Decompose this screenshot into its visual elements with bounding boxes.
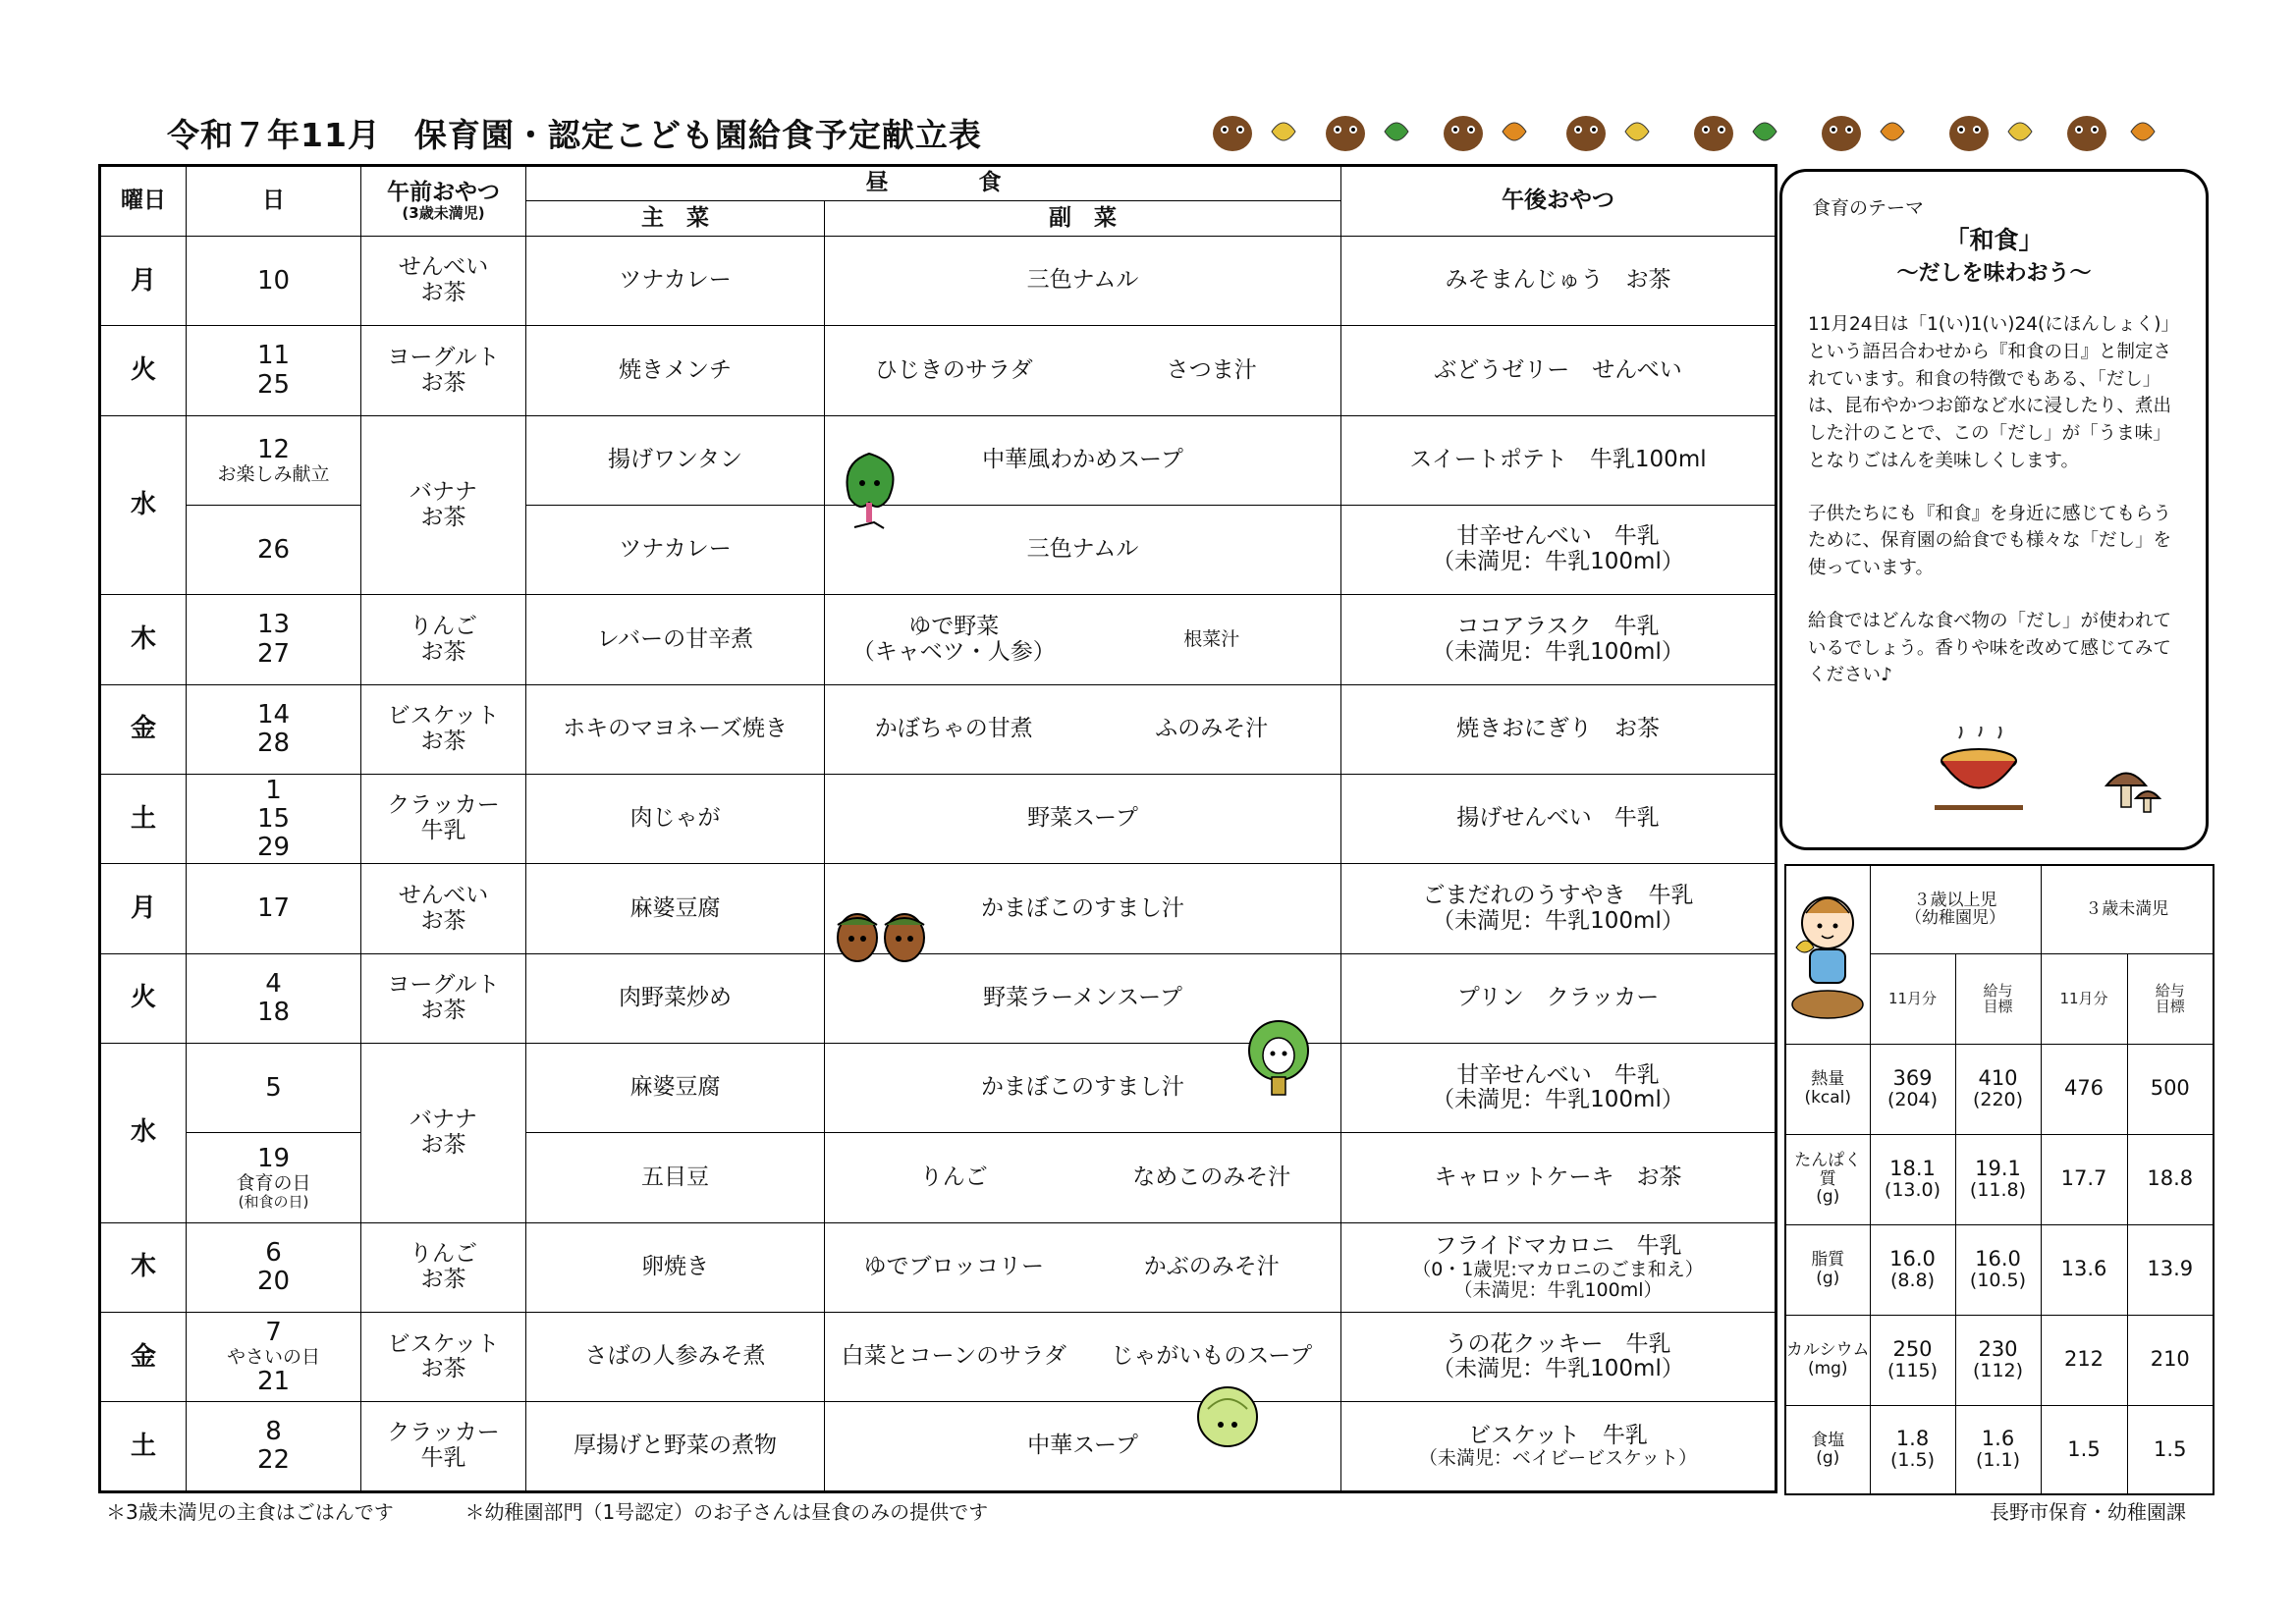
- col-target-line: 目標: [2155, 998, 2185, 1015]
- weekday-cell: 木: [100, 1222, 187, 1312]
- side-dish-cell: [825, 595, 1341, 684]
- value-cell: [1955, 1044, 2041, 1134]
- table-row: [100, 684, 1777, 774]
- day-line: 27: [256, 638, 291, 669]
- header-main-dish: 主 菜: [526, 201, 825, 237]
- day-cell: [187, 1402, 361, 1492]
- day-cell: [187, 595, 361, 684]
- nutrient-name: 熱量: [1811, 1069, 1845, 1090]
- value-cell: [1870, 1224, 1955, 1315]
- am-snack-drink: 牛乳: [420, 1445, 466, 1472]
- weekday-cell: 月: [100, 237, 187, 326]
- am-snack-drink: お茶: [420, 997, 466, 1023]
- day-line: 11: [256, 341, 291, 371]
- header-am-snack-label: 午前おやつ: [387, 179, 500, 205]
- value-cell: [1955, 1134, 2041, 1224]
- table-row: [100, 1402, 1777, 1492]
- side-dish-right: なめこのみそ汁: [1132, 1163, 1291, 1190]
- am-snack-item: クラッカー: [387, 792, 500, 819]
- pm-snack-cell: [1341, 864, 1777, 953]
- theme-paragraph: 給食ではどんな食べ物の「だし」が使われているでしょう。香りや味を改めて感じてみてください♪: [1808, 610, 2172, 686]
- header-side-dish: 副 菜: [825, 201, 1341, 237]
- day-line: 8: [265, 1417, 282, 1447]
- soup-bowl-icon: [1930, 727, 2028, 825]
- theme-paragraph: 11月24日は「1(い)1(い)24(にほんしょく)」という語呂合わせから『和食の日』と制定されています。和食の特徴でもある、「だし」は、昆布やかつお節など水に浸したり、煮出した汁のことで、この「だし」が「うま味」となりごはんを美味しくします。: [1808, 314, 2179, 471]
- side-dish-cell: [825, 1222, 1341, 1312]
- nutrient-name: 食塩: [1811, 1430, 1845, 1450]
- day-cell: [187, 1133, 361, 1222]
- table-row: [100, 775, 1777, 864]
- leaf-icon: [1385, 123, 1408, 140]
- leaf-icon: [1881, 123, 1904, 140]
- side-dish-cell: [825, 1133, 1341, 1222]
- table-row: [100, 506, 1777, 595]
- am-snack-cell: [361, 1313, 526, 1402]
- group-header-under3: ３歳未満児: [2041, 865, 2214, 953]
- theme-body: [1808, 311, 2186, 715]
- nutrient-label: [1785, 1405, 1870, 1494]
- pm-snack-note: （未満児：ベイビービスケット）: [1418, 1447, 1698, 1470]
- weekday-cell: 水: [100, 415, 187, 595]
- main-dish-cell: 麻婆豆腐: [526, 864, 825, 953]
- nutrient-label: [1785, 1315, 1870, 1405]
- nutrient-unit: (kcal): [1804, 1088, 1852, 1108]
- main-dish-cell: ホキのマヨネーズ焼き: [526, 684, 825, 774]
- tanuki-icon: [1694, 116, 1733, 151]
- tanuki-icon: [1822, 116, 1861, 151]
- table-row: [100, 595, 1777, 684]
- am-snack-cell: [361, 1044, 526, 1223]
- nutrient-unit: (g): [1816, 1187, 1840, 1208]
- col-month-under3: 11月分: [2041, 953, 2127, 1044]
- am-snack-drink: お茶: [420, 907, 466, 934]
- am-snack-drink: お茶: [420, 280, 466, 306]
- am-snack-cell: [361, 864, 526, 953]
- table-row: [100, 1133, 1777, 1222]
- pm-snack-cell: [1341, 1222, 1777, 1312]
- weekday-cell: 月: [100, 864, 187, 953]
- header-lunch: 昼 食: [526, 166, 1341, 201]
- day-line: 1: [265, 775, 282, 805]
- am-snack-item: りんご: [410, 613, 477, 639]
- day-line: 28: [256, 728, 291, 758]
- am-snack-drink: お茶: [420, 369, 466, 396]
- pm-snack-item: 甘辛せんべい 牛乳: [1456, 1061, 1660, 1088]
- day-line: 7: [265, 1317, 282, 1347]
- day-line: 18: [256, 997, 291, 1027]
- theme-title: 「和食」: [1944, 226, 2044, 254]
- weekday-cell: 火: [100, 953, 187, 1043]
- side-dish-right: かぶのみそ汁: [1143, 1254, 1280, 1280]
- table-row: [100, 237, 1777, 326]
- food-education-theme-box: [1779, 169, 2209, 850]
- footer-note-staple: ＊3歳未満児の主食はごはんです: [106, 1500, 394, 1524]
- day-line: 20: [256, 1266, 291, 1296]
- main-dish-cell: レバーの甘辛煮: [526, 595, 825, 684]
- side-dish-cell: 中華風わかめスープ: [825, 415, 1341, 505]
- main-dish-cell: さばの人参みそ煮: [526, 1313, 825, 1402]
- main-dish-cell: ツナカレー: [526, 506, 825, 595]
- pm-snack-note: （未満児：牛乳100ml）: [1432, 638, 1684, 665]
- day-line: 6: [265, 1237, 282, 1268]
- tanuki-icon: [2067, 116, 2106, 151]
- table-row: [100, 326, 1777, 415]
- group-header-over3: [1870, 865, 2041, 953]
- am-snack-item: りんご: [410, 1241, 477, 1268]
- am-snack-item: クラッカー: [387, 1420, 500, 1446]
- washoku-day-label: (和食の日): [238, 1193, 309, 1212]
- weekday-cell: 木: [100, 595, 187, 684]
- side-dish-cell: 三色ナムル: [825, 506, 1341, 595]
- main-dish-cell: 肉野菜炒め: [526, 953, 825, 1043]
- pm-snack-item: フライドマカロニ 牛乳: [1434, 1232, 1682, 1259]
- value-main: 16.0: [1889, 1247, 1936, 1271]
- value-cell: 500: [2127, 1044, 2214, 1134]
- menu-table: [98, 164, 1777, 1493]
- col-target-under3: [2127, 953, 2214, 1044]
- value-main: 1.8: [1895, 1427, 1930, 1451]
- side-dish-left: 白菜とコーンのサラダ: [841, 1343, 1066, 1370]
- value-cell: 1.5: [2127, 1405, 2214, 1494]
- am-snack-drink: お茶: [420, 504, 466, 530]
- value-cell: 210: [2127, 1315, 2214, 1405]
- header-pm-snack: 午後おやつ: [1341, 166, 1777, 237]
- value-main: 18.1: [1889, 1157, 1936, 1180]
- day-cell: [187, 953, 361, 1043]
- side-dish-left-line: ゆで野菜: [908, 613, 1000, 639]
- food-education-day-label: 食育の日: [236, 1172, 311, 1195]
- am-snack-drink: お茶: [420, 728, 466, 754]
- header-day: 日: [187, 166, 361, 237]
- value-main: 19.1: [1975, 1157, 2021, 1180]
- table-row: [100, 1313, 1777, 1402]
- pm-snack-cell: プリン クラッカー: [1341, 953, 1777, 1043]
- day-line: 25: [256, 369, 291, 400]
- tanuki-icon: [1444, 116, 1483, 151]
- am-snack-cell: [361, 1402, 526, 1492]
- nutrient-name: 脂質: [1811, 1250, 1845, 1271]
- col-target-line: 目標: [1983, 998, 2013, 1015]
- footer-notes: [106, 1496, 988, 1525]
- value-cell: [1955, 1405, 2041, 1494]
- value-kinder: (220): [1972, 1089, 2024, 1111]
- day-line: 4: [265, 968, 282, 999]
- side-dish-left-line: （キャベツ・人参）: [851, 638, 1056, 665]
- value-kinder: (13.0): [1884, 1179, 1941, 1202]
- am-snack-item: ビスケット: [387, 1330, 500, 1357]
- day-cell: 5: [187, 1044, 361, 1133]
- am-snack-item: せんべい: [398, 882, 489, 908]
- am-snack-drink: お茶: [420, 1266, 466, 1292]
- value-kinder: (204): [1886, 1089, 1939, 1111]
- am-snack-drink: 牛乳: [420, 818, 466, 844]
- weekday-cell: 火: [100, 326, 187, 415]
- pm-snack-cell: [1341, 1313, 1777, 1402]
- day-cell: [187, 326, 361, 415]
- tanuki-icon: [1949, 116, 1989, 151]
- value-cell: 13.9: [2127, 1224, 2214, 1315]
- nutrient-unit: (mg): [1807, 1359, 1848, 1379]
- header-am-snack-note: (3歳未満児): [402, 204, 485, 223]
- day-line: 19: [256, 1144, 291, 1174]
- nutrition-row-salt: [1785, 1405, 2214, 1494]
- day-cell: [187, 1313, 361, 1402]
- main-dish-cell: 麻婆豆腐: [526, 1044, 825, 1133]
- pm-snack-cell: [1341, 1402, 1777, 1492]
- value-cell: [1870, 1315, 1955, 1405]
- day-line: 29: [256, 832, 291, 862]
- weekday-cell: 土: [100, 1402, 187, 1492]
- nutrient-name: たんぱく質: [1794, 1150, 1862, 1189]
- am-snack-item: ヨーグルト: [387, 972, 500, 999]
- pm-snack-cell: みそまんじゅう お茶: [1341, 237, 1777, 326]
- side-dish-right: じゃがいものスープ: [1111, 1343, 1313, 1370]
- pm-snack-note: （未満児：牛乳100ml）: [1432, 1087, 1684, 1113]
- leaf-icon: [1625, 123, 1649, 140]
- weekday-cell: 水: [100, 1044, 187, 1223]
- side-dish-left: りんご: [919, 1163, 988, 1190]
- leaf-icon: [1503, 123, 1526, 140]
- value-main: 230: [1978, 1337, 2018, 1361]
- nutrition-row-protein: [1785, 1134, 2214, 1224]
- am-snack-item: ビスケット: [387, 703, 500, 730]
- table-row: [100, 1222, 1777, 1312]
- theme-subtitle: ～だしを味わおう～: [1896, 261, 2092, 286]
- am-snack-cell: [361, 415, 526, 595]
- am-snack-cell: [361, 237, 526, 326]
- am-snack-cell: [361, 326, 526, 415]
- page-title: 令和７年11月 保育園・認定こども園給食予定献立表: [167, 116, 982, 154]
- am-snack-item: バナナ: [410, 1107, 477, 1133]
- tanuki-icon: [1213, 116, 1252, 151]
- side-dish-cell: [825, 326, 1341, 415]
- side-dish-cell: かまぼこのすまし汁: [825, 864, 1341, 953]
- weekday-cell: 金: [100, 1313, 187, 1402]
- am-snack-item: せんべい: [398, 254, 489, 281]
- main-dish-cell: 厚揚げと野菜の煮物: [526, 1402, 825, 1492]
- pm-snack-note: （未満児：牛乳100ml）: [1453, 1278, 1663, 1301]
- am-snack-cell: [361, 953, 526, 1043]
- main-dish-cell: ツナカレー: [526, 237, 825, 326]
- value-main: 250: [1892, 1337, 1933, 1361]
- nutrition-row-fat: [1785, 1224, 2214, 1315]
- value-cell: 476: [2041, 1044, 2127, 1134]
- pm-snack-note: （0・1歳児:マカロニのごま和え）: [1412, 1258, 1704, 1280]
- vegetable-day-label: やさいの日: [226, 1345, 320, 1368]
- baby-illustration-cell: [1785, 865, 1870, 1044]
- side-dish-left: ひじきのサラダ: [874, 356, 1033, 383]
- day-cell: 17: [187, 864, 361, 953]
- header-am-snack: [361, 166, 526, 237]
- side-dish-cell: 野菜ラーメンスープ: [825, 953, 1341, 1043]
- side-dish-cell: 野菜スープ: [825, 775, 1341, 864]
- value-cell: [1955, 1224, 2041, 1315]
- am-snack-cell: [361, 684, 526, 774]
- value-kinder: (10.5): [1969, 1270, 2027, 1292]
- am-snack-drink: お茶: [420, 1356, 466, 1382]
- day-line: 13: [256, 610, 291, 640]
- day-line: 12: [256, 434, 291, 464]
- value-main: 16.0: [1975, 1247, 2021, 1271]
- am-snack-item: バナナ: [410, 478, 477, 505]
- col-target-line: 給与: [1983, 981, 2013, 1000]
- nutrient-unit: (g): [1816, 1448, 1840, 1469]
- nutrient-label: [1785, 1044, 1870, 1134]
- value-cell: 18.8: [2127, 1134, 2214, 1224]
- value-main: 369: [1892, 1066, 1933, 1090]
- main-dish-cell: 卵焼き: [526, 1222, 825, 1312]
- value-cell: [1870, 1405, 1955, 1494]
- nutrition-table: [1784, 864, 2214, 1495]
- value-cell: 212: [2041, 1315, 2127, 1405]
- header-weekday: 曜日: [100, 166, 187, 237]
- pm-snack-note: （未満児：牛乳100ml）: [1432, 549, 1684, 575]
- value-main: 1.6: [1981, 1427, 2015, 1451]
- leaf-icon: [1272, 123, 1295, 140]
- pm-snack-item: 甘辛せんべい 牛乳: [1456, 523, 1660, 550]
- pm-snack-cell: [1341, 506, 1777, 595]
- leaf-icon: [2008, 123, 2032, 140]
- day-cell: [187, 775, 361, 864]
- pm-snack-cell: スイートポテト 牛乳100ml: [1341, 415, 1777, 505]
- am-snack-cell: [361, 775, 526, 864]
- leaf-icon: [2131, 123, 2155, 140]
- value-cell: 13.6: [2041, 1224, 2127, 1315]
- footer-note-kindergarten: ＊幼稚園部門（1号認定）のお子さんは昼食のみの提供です: [465, 1500, 989, 1524]
- nutrition-row-calcium: [1785, 1315, 2214, 1405]
- am-snack-drink: お茶: [420, 1131, 466, 1158]
- am-snack-cell: [361, 595, 526, 684]
- main-dish-cell: 五目豆: [526, 1133, 825, 1222]
- pm-snack-item: ココアラスク 牛乳: [1456, 613, 1660, 639]
- value-kinder: (112): [1972, 1360, 2024, 1382]
- side-dish-right: ふのみそ汁: [1155, 716, 1269, 742]
- nutrient-name: カルシウム: [1786, 1340, 1870, 1361]
- mushroom-icon: [2102, 761, 2165, 820]
- am-snack-cell: [361, 1222, 526, 1312]
- value-cell: 1.5: [2041, 1405, 2127, 1494]
- col-target-over3: [1955, 953, 2041, 1044]
- pm-snack-item: うの花クッキー 牛乳: [1445, 1330, 1671, 1357]
- baby-with-leaves-icon: [1788, 879, 1867, 1026]
- side-dish-cell: 中華スープ: [825, 1402, 1341, 1492]
- group-over3-label: ３歳以上児: [1913, 890, 1997, 910]
- pm-snack-cell: [1341, 1044, 1777, 1133]
- main-dish-cell: 焼きメンチ: [526, 326, 825, 415]
- day-line: 22: [256, 1445, 291, 1476]
- main-dish-cell: 肉じゃが: [526, 775, 825, 864]
- day-line: 15: [256, 803, 291, 834]
- value-cell: 17.7: [2041, 1134, 2127, 1224]
- footer-credit: 長野市保育・幼稚園課: [1990, 1500, 2186, 1524]
- tanuki-icon: [1326, 116, 1365, 151]
- day-line: 21: [256, 1366, 291, 1396]
- pm-snack-cell: キャロットケーキ お茶: [1341, 1133, 1777, 1222]
- side-dish-left: [825, 595, 1083, 683]
- theme-paragraph: 子供たちにも『和食』を身近に感じてもらうために、保育園の給食でも様々な「だし」を使っています。: [1808, 503, 2172, 578]
- side-dish-right: さつま汁: [1166, 356, 1257, 383]
- leaf-icon: [1753, 123, 1777, 140]
- side-dish-left: かぼちゃの甘煮: [874, 716, 1033, 742]
- side-dish-cell: [825, 1313, 1341, 1402]
- day-cell: [187, 1222, 361, 1312]
- nutrient-label: [1785, 1134, 1870, 1224]
- nutrient-label: [1785, 1224, 1870, 1315]
- side-dish-right: 根菜汁: [1183, 627, 1240, 650]
- day-cell: 10: [187, 237, 361, 326]
- value-kinder: (8.8): [1889, 1270, 1936, 1292]
- pm-snack-note: （未満児：牛乳100ml）: [1432, 907, 1684, 934]
- weekday-cell: 土: [100, 775, 187, 864]
- value-kinder: (1.1): [1975, 1449, 2021, 1472]
- value-cell: [1870, 1044, 1955, 1134]
- day-line: 14: [256, 699, 291, 730]
- col-target-line: 給与: [2155, 981, 2185, 1000]
- am-snack-item: ヨーグルト: [387, 344, 500, 370]
- am-snack-drink: お茶: [420, 638, 466, 665]
- pm-snack-item: ビスケット 牛乳: [1468, 1422, 1648, 1448]
- value-cell: [1955, 1315, 2041, 1405]
- value-kinder: (115): [1886, 1360, 1939, 1382]
- weekday-cell: 金: [100, 684, 187, 774]
- nutrient-unit: (g): [1816, 1269, 1840, 1288]
- table-row: [100, 415, 1777, 505]
- pm-snack-cell: ぶどうゼリー せんべい: [1341, 326, 1777, 415]
- day-cell: [187, 684, 361, 774]
- value-cell: [1870, 1134, 1955, 1224]
- special-menu-label: お楽しみ献立: [217, 462, 330, 485]
- main-dish-cell: 揚げワンタン: [526, 415, 825, 505]
- table-row: [100, 953, 1777, 1043]
- value-main: 410: [1978, 1066, 2018, 1090]
- pm-snack-note: （未満児：牛乳100ml）: [1432, 1356, 1684, 1382]
- pm-snack-cell: 揚げせんべい 牛乳: [1341, 775, 1777, 864]
- side-dish-cell: 三色ナムル: [825, 237, 1341, 326]
- group-over3-note: （幼稚園児）: [1905, 908, 2005, 929]
- value-kinder: (11.8): [1969, 1179, 2027, 1202]
- table-row: [100, 1044, 1777, 1133]
- pm-snack-item: ごまだれのうすやき 牛乳: [1422, 882, 1694, 908]
- pm-snack-cell: 焼きおにぎり お茶: [1341, 684, 1777, 774]
- nutrition-row-energy: [1785, 1044, 2214, 1134]
- day-cell: 26: [187, 506, 361, 595]
- tanuki-icon: [1566, 116, 1606, 151]
- side-dish-left: ゆでブロッコリー: [863, 1254, 1045, 1280]
- pm-snack-cell: [1341, 595, 1777, 684]
- theme-label: 食育のテーマ: [1812, 197, 1925, 219]
- autumn-decoration-strip: [1203, 102, 2185, 161]
- table-row: [100, 864, 1777, 953]
- day-cell: [187, 415, 361, 505]
- side-dish-cell: かまぼこのすまし汁: [825, 1044, 1341, 1133]
- value-kinder: (1.5): [1889, 1449, 1936, 1472]
- side-dish-cell: [825, 684, 1341, 774]
- col-month-over3: 11月分: [1870, 953, 1955, 1044]
